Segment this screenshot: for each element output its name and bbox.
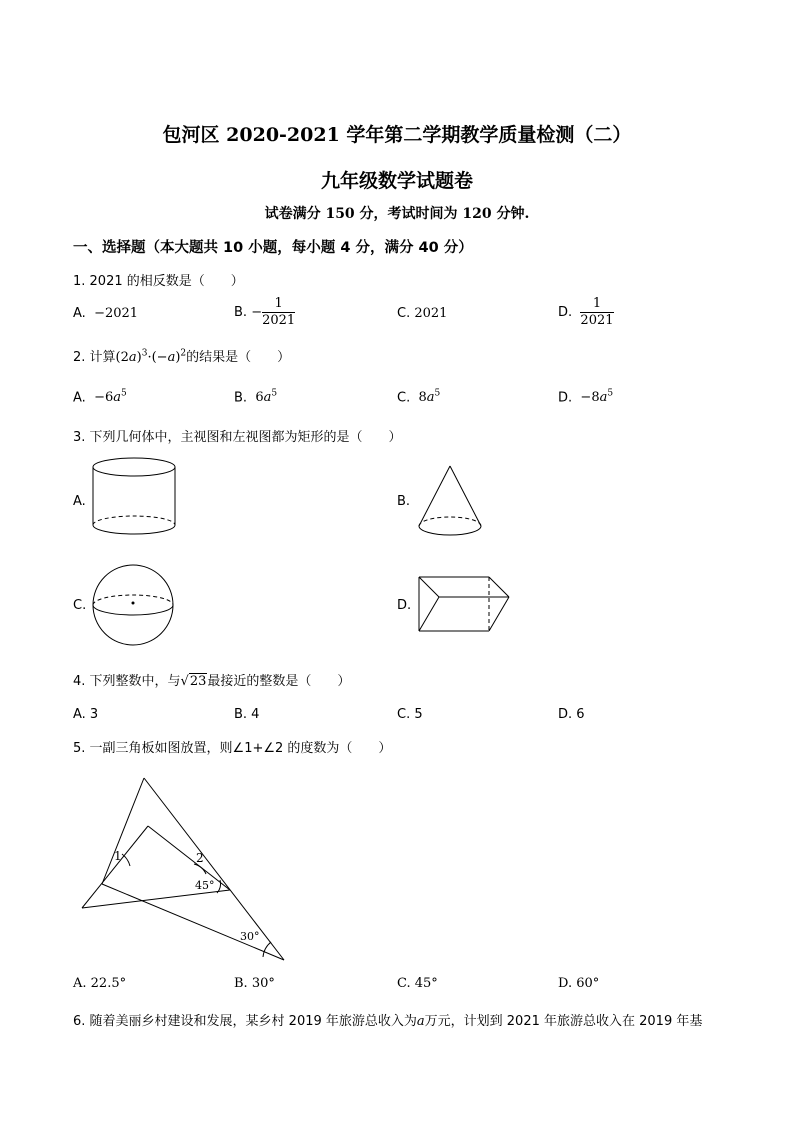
question-6-stem: 6. 随着美丽乡村建设和发展，某乡村 2019 年旅游总收入为a万元，计划到 2021 年旅游总收入在 2019 年基: [73, 1014, 703, 1029]
q3-option-d-label: D.: [397, 598, 412, 613]
question-3-stem: 3. 下列几何体中，主视图和左视图都为矩形的是（ ）: [73, 430, 402, 445]
q1-option-a: A. −2021: [73, 306, 139, 321]
q1-option-d: D. $\frac{1}{2021}$: [558, 296, 614, 328]
q1-option-c: C. 2021: [397, 306, 448, 321]
q1-option-b: B. − $\frac{1}{2021}$: [234, 296, 296, 328]
q5-option-c: C. 45°: [397, 976, 438, 991]
q2-option-d: D. $-8a^5$: [558, 389, 614, 406]
angle-2-label: 2: [196, 851, 204, 865]
angle-1-label: 1: [114, 849, 122, 863]
exam-subtitle: 九年级数学试题卷: [320, 170, 473, 192]
cone-figure: [414, 462, 486, 540]
q2-option-c: C. $8a^5$: [397, 389, 441, 406]
question-4-stem: 4. 下列整数中，与√23最接近的整数是（ ）: [73, 674, 351, 689]
q5-option-a: A. 22.5°: [73, 976, 127, 991]
q2-option-a: A. $-6a^5$: [73, 389, 127, 406]
prism-figure: [414, 570, 514, 636]
angle-30-label: 30°: [240, 930, 260, 943]
q4-option-a: A. 3: [73, 707, 99, 722]
q4-option-b: B. 4: [234, 707, 260, 722]
q5-option-b: B. 30°: [234, 976, 275, 991]
exam-title: 包河区 2020-2021 学年第二学期教学质量检测（二）: [162, 124, 632, 146]
exam-info: 试卷满分 150 分，考试时间为 120 分钟.: [264, 206, 530, 222]
q4-option-d: D. 6: [558, 707, 585, 722]
question-2-stem: 2. 计算$(2a)^3\cdot(-a)^2$的结果是（ ）: [73, 348, 291, 365]
angle-45-label: 45°: [195, 879, 215, 892]
question-1-stem: 1. 2021 的相反数是（ ）: [73, 274, 244, 289]
q3-option-a-label: A.: [73, 494, 86, 509]
q3-option-b-label: B.: [397, 494, 411, 509]
sphere-figure: [88, 560, 180, 650]
q4-option-c: C. 5: [397, 707, 423, 722]
cylinder-figure: [88, 455, 180, 540]
triangle-set-figure: [70, 770, 300, 970]
question-5-stem: 5. 一副三角板如图放置，则∠1+∠2 的度数为（ ）: [73, 741, 392, 756]
section-title: 一、选择题（本大题共 10 小题，每小题 4 分，满分 40 分）: [73, 240, 473, 256]
q3-option-c-label: C.: [73, 598, 87, 613]
q2-option-b: B. $6a^5$: [234, 389, 278, 406]
q5-option-d: D. 60°: [558, 976, 600, 991]
